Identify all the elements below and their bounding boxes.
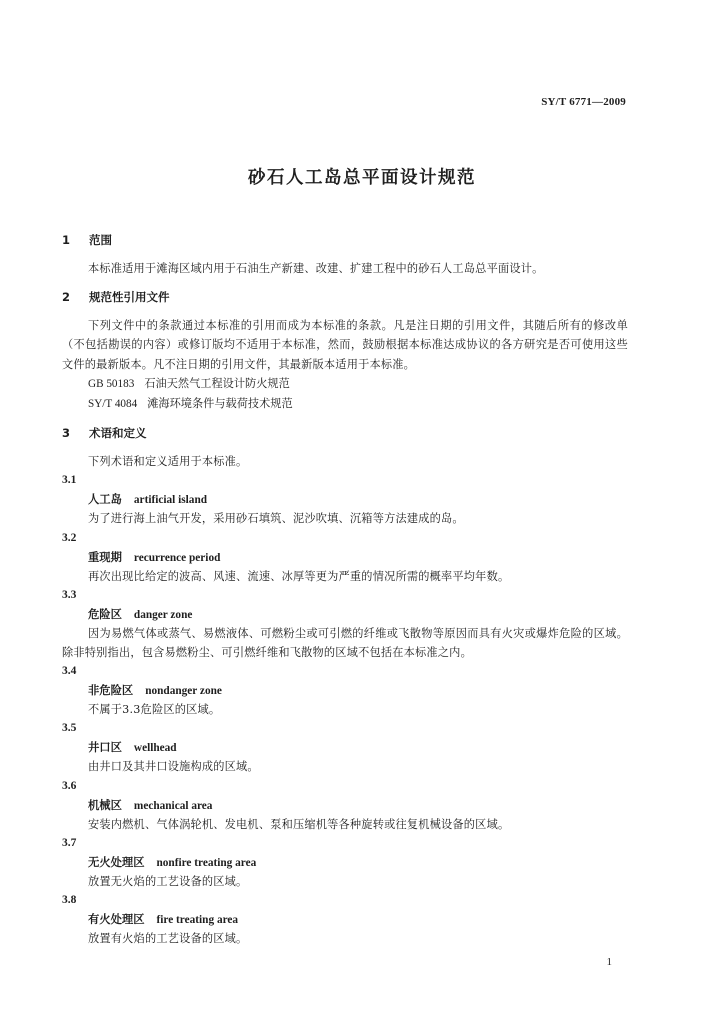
- term-cn: 无火处理区: [88, 855, 145, 869]
- term-definition: 放置有火焰的工艺设备的区域。: [88, 932, 248, 946]
- term-number: 3.5: [62, 722, 77, 735]
- reference-title: 石油天然气工程设计防火规范: [144, 376, 290, 390]
- term-entry: [62, 529, 628, 586]
- term-cn: 危险区: [88, 607, 122, 621]
- section-number: 1: [62, 233, 71, 247]
- term-definition: 放置无火焰的工艺设备的区域。: [88, 874, 248, 888]
- standard-code: SY/T 6771—2009: [541, 96, 626, 108]
- term-entry: [62, 586, 628, 662]
- term-entry: [62, 662, 628, 719]
- term-en: wellhead: [133, 742, 177, 755]
- reference-item: [62, 374, 628, 394]
- term-name: [62, 605, 628, 624]
- term-cn: 重现期: [88, 550, 122, 564]
- reference-code: SY/T 4084: [88, 398, 138, 411]
- term-en: fire treating area: [156, 914, 239, 927]
- term-en: recurrence period: [133, 551, 221, 564]
- section-heading-scope: [62, 230, 628, 250]
- scope-paragraph: 本标准适用于滩海区域内用于石油生产新建、改建、扩建工程中的砂石人工岛总平面设计。: [88, 262, 544, 275]
- section-heading-normative-references: [62, 287, 628, 307]
- section-number: 3: [62, 426, 71, 441]
- term-name: [62, 738, 628, 757]
- term-definition: 安装内燃机、气体涡轮机、发电机、泵和压缩机等各种旋转或往复机械设备的区域。: [88, 817, 510, 831]
- term-cn: 人工岛: [88, 493, 122, 507]
- term-en: nonfire treating area: [156, 856, 257, 869]
- term-name: [62, 910, 628, 929]
- term-en: mechanical area: [133, 799, 213, 812]
- reference-code: GB 50183: [88, 377, 135, 390]
- term-name: [62, 490, 628, 509]
- term-definition: 再次出现比给定的波高、风速、流速、冰厚等更为严重的情况所需的概率平均年数。: [88, 569, 510, 583]
- document-body: [62, 230, 628, 948]
- term-name: [62, 548, 628, 567]
- term-en: artificial island: [133, 494, 208, 507]
- term-cn: 有火处理区: [88, 913, 145, 927]
- term-name: [62, 853, 628, 872]
- term-cn: 非危险区: [88, 684, 134, 698]
- page-number: 1: [606, 956, 612, 968]
- section-number: 2: [62, 290, 71, 305]
- term-number: 3.8: [62, 894, 77, 907]
- term-definition: 因为易燃气体或蒸气、易燃液体、可燃粉尘或可引燃的纤维或飞散物等原因而具有火灾或爆炸危险的区域。除非特别指出，包含易燃粉尘、可引燃纤维和飞散物的区域不包括在本标准之内。: [62, 626, 628, 660]
- term-definition: 不属于3.3危险区的区域。: [88, 703, 221, 717]
- term-entry: [62, 891, 628, 948]
- term-name: [62, 681, 628, 700]
- term-entry: [62, 834, 628, 891]
- reference-item: [62, 394, 628, 414]
- reference-title: 滩海环境条件与载荷技术规范: [147, 397, 293, 411]
- term-name: [62, 796, 628, 815]
- section-title: 术语和定义: [89, 426, 147, 441]
- term-en: nondanger zone: [145, 685, 222, 698]
- term-definition: 由井口及其井口设施构成的区域。: [88, 760, 259, 774]
- section-title: 范围: [89, 233, 112, 247]
- terms-intro: 下列术语和定义适用于本标准。: [88, 455, 248, 469]
- document-title: 砂石人工岛总平面设计规范: [248, 168, 476, 188]
- term-definition: 为了进行海上油气开发，采用砂石填筑、泥沙吹填、沉箱等方法建成的岛。: [88, 512, 464, 526]
- term-number: 3.4: [62, 665, 77, 678]
- term-number: 3.3: [62, 588, 77, 601]
- term-number: 3.2: [62, 531, 77, 544]
- term-number: 3.6: [62, 779, 77, 792]
- term-entry: [62, 777, 628, 834]
- term-number: 3.7: [62, 836, 77, 849]
- section-title: 规范性引用文件: [89, 290, 170, 305]
- term-number: 3.1: [62, 474, 77, 487]
- term-entry: [62, 719, 628, 776]
- section-heading-terms-definitions: [62, 423, 628, 443]
- term-cn: 机械区: [88, 798, 122, 812]
- term-en: danger zone: [133, 608, 193, 621]
- references-paragraph: 下列文件中的条款通过本标准的引用而成为本标准的条款。凡是注日期的引用文件，其随后所有的修改单（不包括勘误的内容）或修订版均不适用于本标准，然而，鼓励根据本标准达成协议的各方研究是否可使用这些文件的最新版本。凡不注日期的引用文件，其最新版本适用于本标准。: [62, 319, 628, 371]
- term-cn: 井口区: [88, 741, 122, 755]
- term-entry: [62, 471, 628, 528]
